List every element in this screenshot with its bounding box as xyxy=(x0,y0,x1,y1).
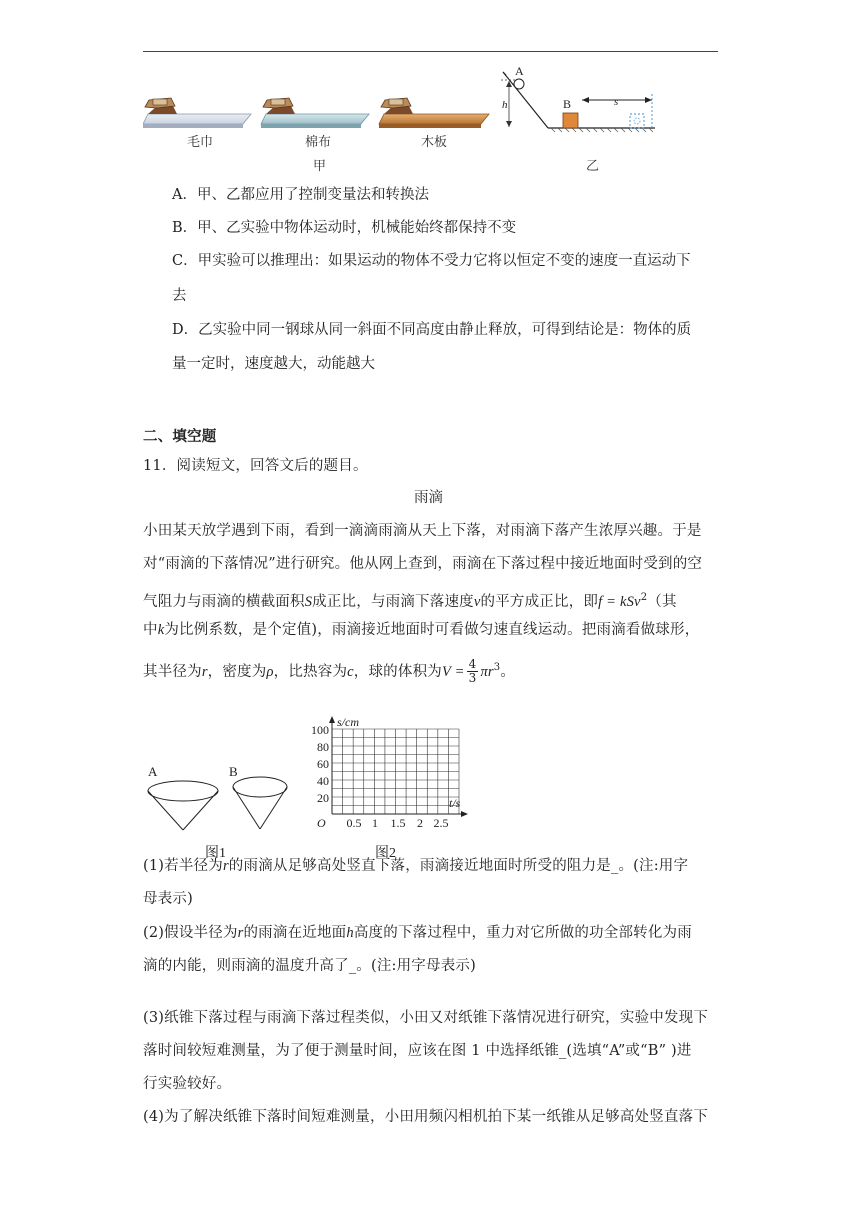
y-tick-100: 100 xyxy=(311,723,329,737)
answer-blank-2[interactable]: _ xyxy=(348,958,357,974)
origin-label: O xyxy=(317,816,326,830)
passage-line-4: 中k为比例系数，是个定值)，雨滴接近地面时可看做匀速直线运动。把雨滴看做球形， xyxy=(143,622,700,638)
passage-line-2: 对“雨滴的下落情况”进行研究。他从网上查到，雨滴在下落过程中接近地面时受到的空 xyxy=(143,556,703,572)
ball-icon xyxy=(514,79,524,89)
option-d: D．乙实验中同一钢球从同一斜面不同高度由静止释放，可得到结论是：物体的质 xyxy=(172,322,692,338)
label-h: h xyxy=(502,99,508,111)
subq-3: (3)纸锥下落过程与雨滴下落过程类似，小田又对纸锥下落情况进行研究，实验中发现下 xyxy=(143,1010,709,1026)
x-axis-label: t/s xyxy=(449,796,461,810)
cone-b-label: B xyxy=(229,764,238,779)
option-a: A．甲、乙都应用了控制变量法和转换法 xyxy=(172,187,429,203)
towel-board xyxy=(143,98,251,128)
y-tick-80: 80 xyxy=(317,740,329,754)
y-axis-arrow xyxy=(329,716,335,723)
x-tick-1: 1 xyxy=(372,816,378,830)
answer-blank-3[interactable]: _ xyxy=(558,1043,567,1059)
y-tick-40: 40 xyxy=(317,774,329,788)
option-c: C．甲实验可以推理出：如果运动的物体不受力它将以恒定不变的速度一直运动下 xyxy=(172,253,691,269)
fig1-caption: 图1 xyxy=(205,846,226,861)
block-b xyxy=(563,113,578,128)
passage-line-5: 其半径为r，密度为ρ，比热容为c，球的体积为V = $\frac{4}{3}$ $\pi r^3$。 xyxy=(143,657,516,686)
caption-yi: 乙 xyxy=(586,158,600,173)
label-a: A xyxy=(515,64,524,78)
st-grid xyxy=(332,729,459,814)
subq-1-cont: 母表示) xyxy=(143,891,193,907)
fig2-caption: 图2 xyxy=(375,846,396,861)
figure-1-2 xyxy=(143,712,483,862)
answer-blank-1[interactable]: _ xyxy=(611,858,619,874)
y-axis-label: s/cm xyxy=(337,715,359,729)
subq-3-end: 行实验较好。 xyxy=(143,1076,232,1092)
label-towel: 毛巾 xyxy=(187,134,214,149)
subq-1: (1)若半径为r的雨滴从足够高处竖直下落，雨滴接近地面时所受的阻力是_。(注:用字 xyxy=(143,858,689,874)
x-tick-2.5: 2.5 xyxy=(433,816,449,830)
option-d-cont: 量一定时，速度越大，动能越大 xyxy=(172,356,375,372)
question-intro: 11．阅读短文，回答文后的题目。 xyxy=(143,458,368,474)
subq-4: (4)为了解决纸锥下落时间短难测量，小田用频闪相机拍下某一纸锥从足够高处竖直落下 xyxy=(143,1109,709,1125)
figure-jia-yi xyxy=(143,62,718,177)
passage-line-3: 气阻力与雨滴的横截面积S成正比，与雨滴下落速度v的平方成正比，即f = kSv$^2$（其 xyxy=(143,592,677,610)
label-cotton: 棉布 xyxy=(305,134,332,149)
y-tick-60: 60 xyxy=(317,757,329,771)
option-b: B．甲、乙实验中物体运动时，机械能始终都保持不变 xyxy=(172,220,517,236)
paper-cone-b xyxy=(233,777,287,829)
option-c-cont: 去 xyxy=(172,288,187,304)
volume-fraction: $\frac{4}{3}$ xyxy=(468,657,477,686)
passage-title: 雨滴 xyxy=(414,490,443,506)
caption-jia: 甲 xyxy=(313,158,327,173)
passage-line-1: 小田某天放学遇到下雨，看到一滴滴雨滴从天上下落，对雨滴下落产生浓厚兴趣。于是 xyxy=(143,523,702,539)
subq-3-cont: 落时间较短难测量，为了便于测量时间，应该在图 1 中选择纸锥_(选填“A”或“B” )进 xyxy=(143,1043,692,1059)
subq-2-cont: 滴的内能，则雨滴的温度升高了_。(注:用字母表示) xyxy=(143,958,476,974)
label-s: s xyxy=(614,96,619,108)
section-title: 二、填空题 xyxy=(143,428,217,445)
label-b: B xyxy=(563,97,572,111)
label-wood: 木板 xyxy=(421,134,448,149)
header-rule xyxy=(143,51,718,52)
subq-2: (2)假设半径为r的雨滴在近地面h高度的下落过程中，重力对它所做的功全部转化为雨 xyxy=(143,925,692,941)
x-tick-2: 2 xyxy=(417,816,423,830)
cotton-board xyxy=(261,98,369,128)
y-tick-20: 20 xyxy=(317,791,329,805)
x-axis-arrow xyxy=(461,811,468,817)
formula-drag: f = kSv xyxy=(598,593,641,610)
paper-cone-a xyxy=(148,781,218,830)
wood-board xyxy=(379,98,489,128)
incline-apparatus xyxy=(501,72,655,132)
x-tick-1.5: 1.5 xyxy=(390,816,406,830)
x-tick-0.5: 0.5 xyxy=(346,816,362,830)
cone-a-label: A xyxy=(148,764,158,779)
